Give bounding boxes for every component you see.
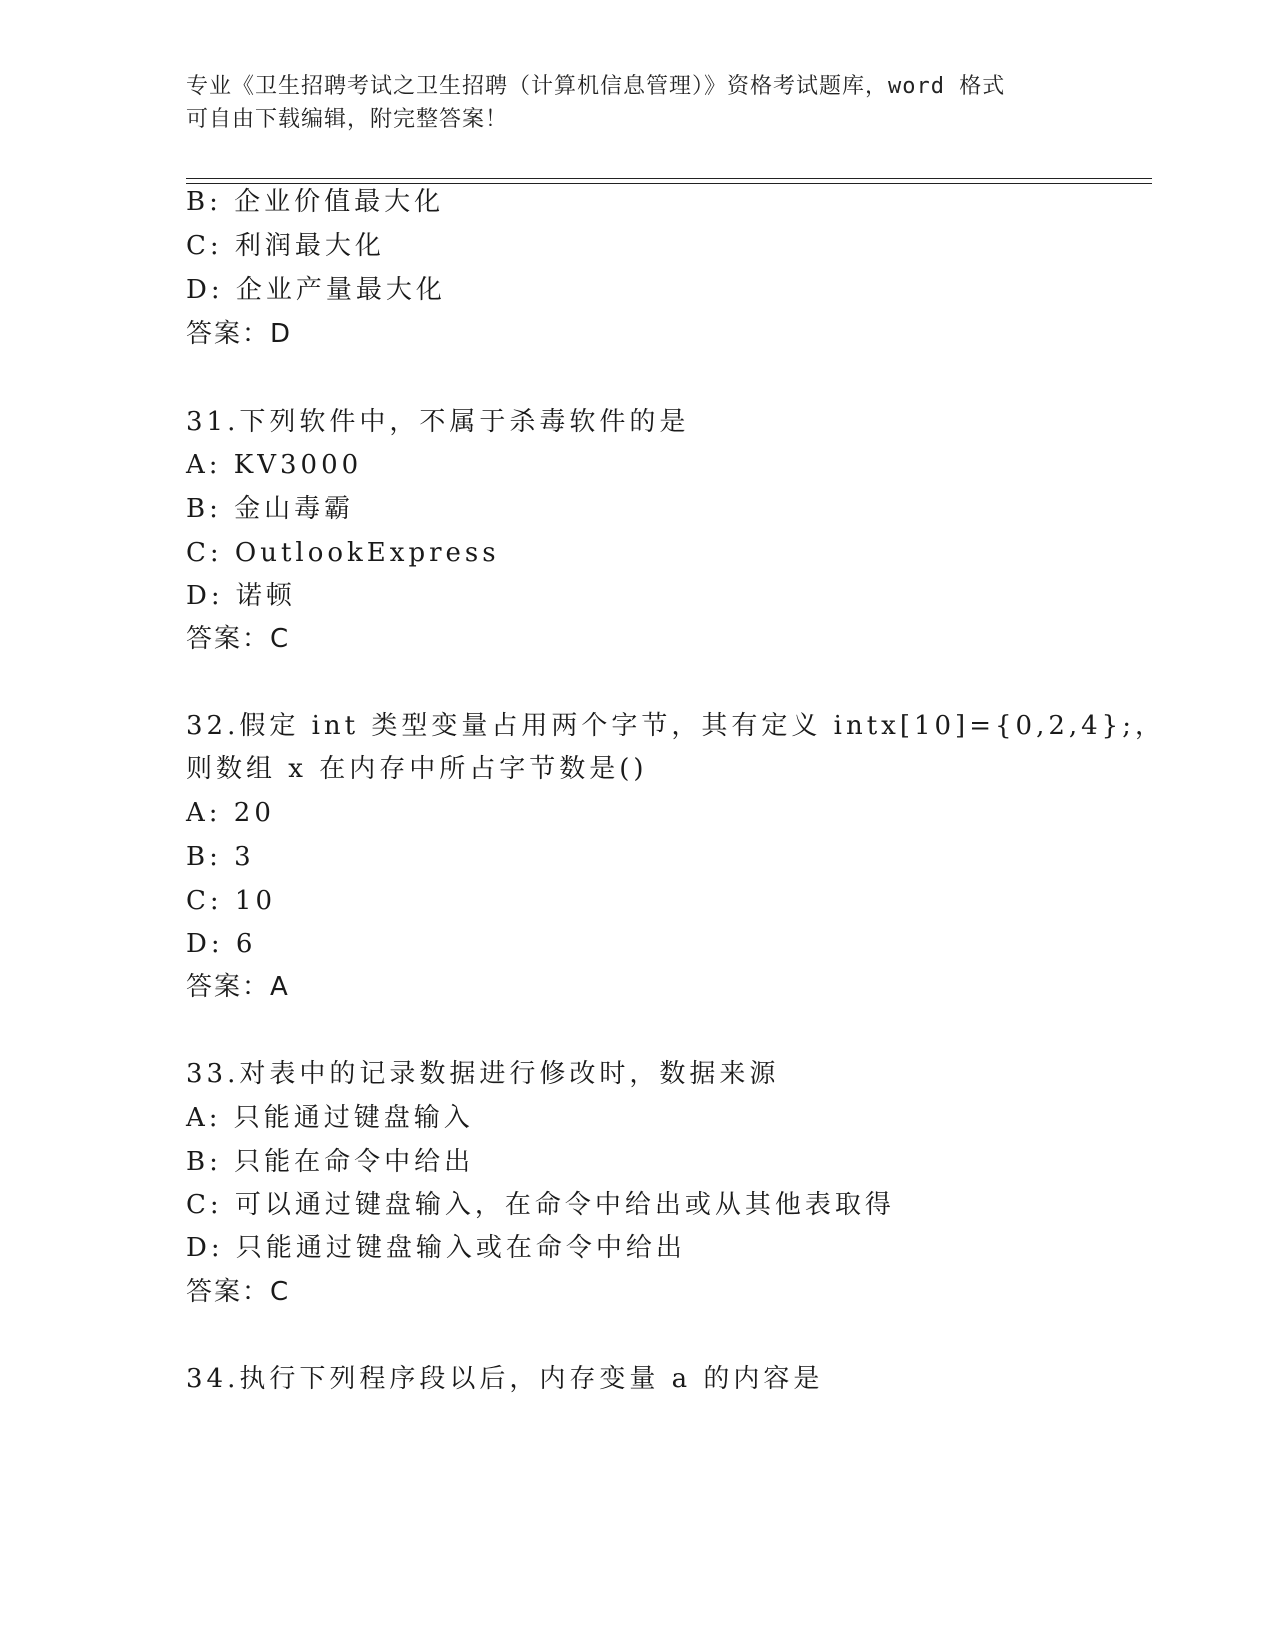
option-a: A: 只能通过键盘输入 xyxy=(186,1103,474,1133)
question-stem: 31.下列软件中，不属于杀毒软件的是 xyxy=(186,407,690,437)
option-b: B: 金山毒霸 xyxy=(186,494,355,524)
question-stem-continued: 则数组 x 在内存中所占字节数是() xyxy=(186,754,648,784)
header-line-1: 专业《卫生招聘考试之卫生招聘（计算机信息管理）》资格考试题库，word 格式 xyxy=(186,74,1006,99)
header-divider-top xyxy=(186,178,1152,179)
question-stem: 33.对表中的记录数据进行修改时，数据来源 xyxy=(186,1059,780,1089)
option-d: D: 诺顿 xyxy=(186,581,296,611)
answer-text: 答案：C xyxy=(186,624,291,654)
option-c: C: 利润最大化 xyxy=(186,231,385,261)
option-b: B: 只能在命令中给出 xyxy=(186,1147,475,1177)
option-d: D: 只能通过键盘输入或在命令中给出 xyxy=(186,1233,686,1263)
question-stem: 34.执行下列程序段以后，内存变量 a 的内容是 xyxy=(186,1364,824,1394)
option-d: D: 企业产量最大化 xyxy=(186,275,446,305)
option-c: C: 10 xyxy=(186,886,277,916)
answer-text: 答案：D xyxy=(186,319,293,349)
option-d: D: 6 xyxy=(186,929,257,959)
option-b: B: 3 xyxy=(186,842,255,872)
option-c: C: 可以通过键盘输入，在命令中给出或从其他表取得 xyxy=(186,1190,895,1220)
option-c: C: OutlookExpress xyxy=(186,538,500,568)
document-header xyxy=(186,70,1086,136)
answer-text: 答案：C xyxy=(186,1277,291,1307)
header-line-2: 可自由下载编辑，附完整答案！ xyxy=(186,107,509,132)
question-stem: 32.假定 int 类型变量占用两个字节，其有定义 intx[10]={0,2,4};， xyxy=(186,711,1165,741)
option-a: A: 20 xyxy=(186,798,275,828)
option-a: A: KV3000 xyxy=(186,450,363,480)
answer-text: 答案：A xyxy=(186,972,290,1002)
header-divider-bottom xyxy=(186,183,1152,184)
option-b: B: 企业价值最大化 xyxy=(186,187,445,217)
